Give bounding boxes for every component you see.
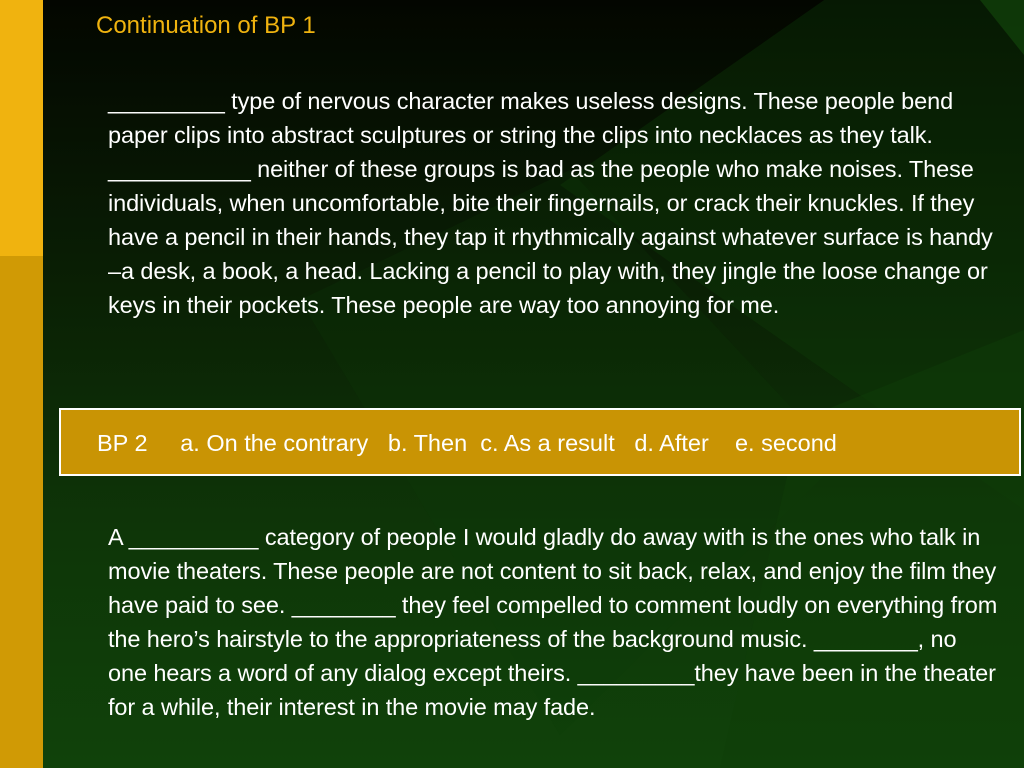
accent-bar-top: [0, 0, 43, 256]
answer-options-row: [97, 430, 837, 457]
paragraph-bp1-continuation: _________ type of nervous character makes useless designs. These people bend paper clips into abstract sculptures or string the clips into necklaces as they talk. ___________ neither of these groups is bad as the people who make noises. These individuals, when uncomfortable, bite their fingernails, or crack their knuckles. If they have a pencil in their hands, they tap it rhythmically against whatever surface is handy –a desk, a book, a head. Lacking a pencil to play with, they jingle the loose change or keys in their pockets. These people are way too annoying for me.: [108, 88, 993, 318]
slide-title: Continuation of BP 1: [96, 12, 316, 39]
option-e: e. second: [734, 430, 837, 456]
paragraph-bp2: A __________ category of people I would gladly do away with is the ones who talk in movie theaters. These people are not content to sit back, relax, and enjoy the film they have paid to see. ________ they feel compelled to comment loudly on everything from the hero’s hairstyle to the appropriateness of the background music. ________, no one hears a word of any dialog except theirs. _________they have been in the theater for a while, their interest in the movie may fade.: [108, 524, 998, 720]
answer-box-label: BP 2: [97, 430, 148, 456]
option-d: d. After: [634, 430, 709, 456]
accent-bar-bottom: [0, 256, 43, 768]
option-b: b. Then: [387, 430, 468, 456]
answer-options-box: [59, 408, 1021, 476]
option-a: a. On the contrary: [180, 430, 369, 456]
option-c: c. As a result: [480, 430, 615, 456]
